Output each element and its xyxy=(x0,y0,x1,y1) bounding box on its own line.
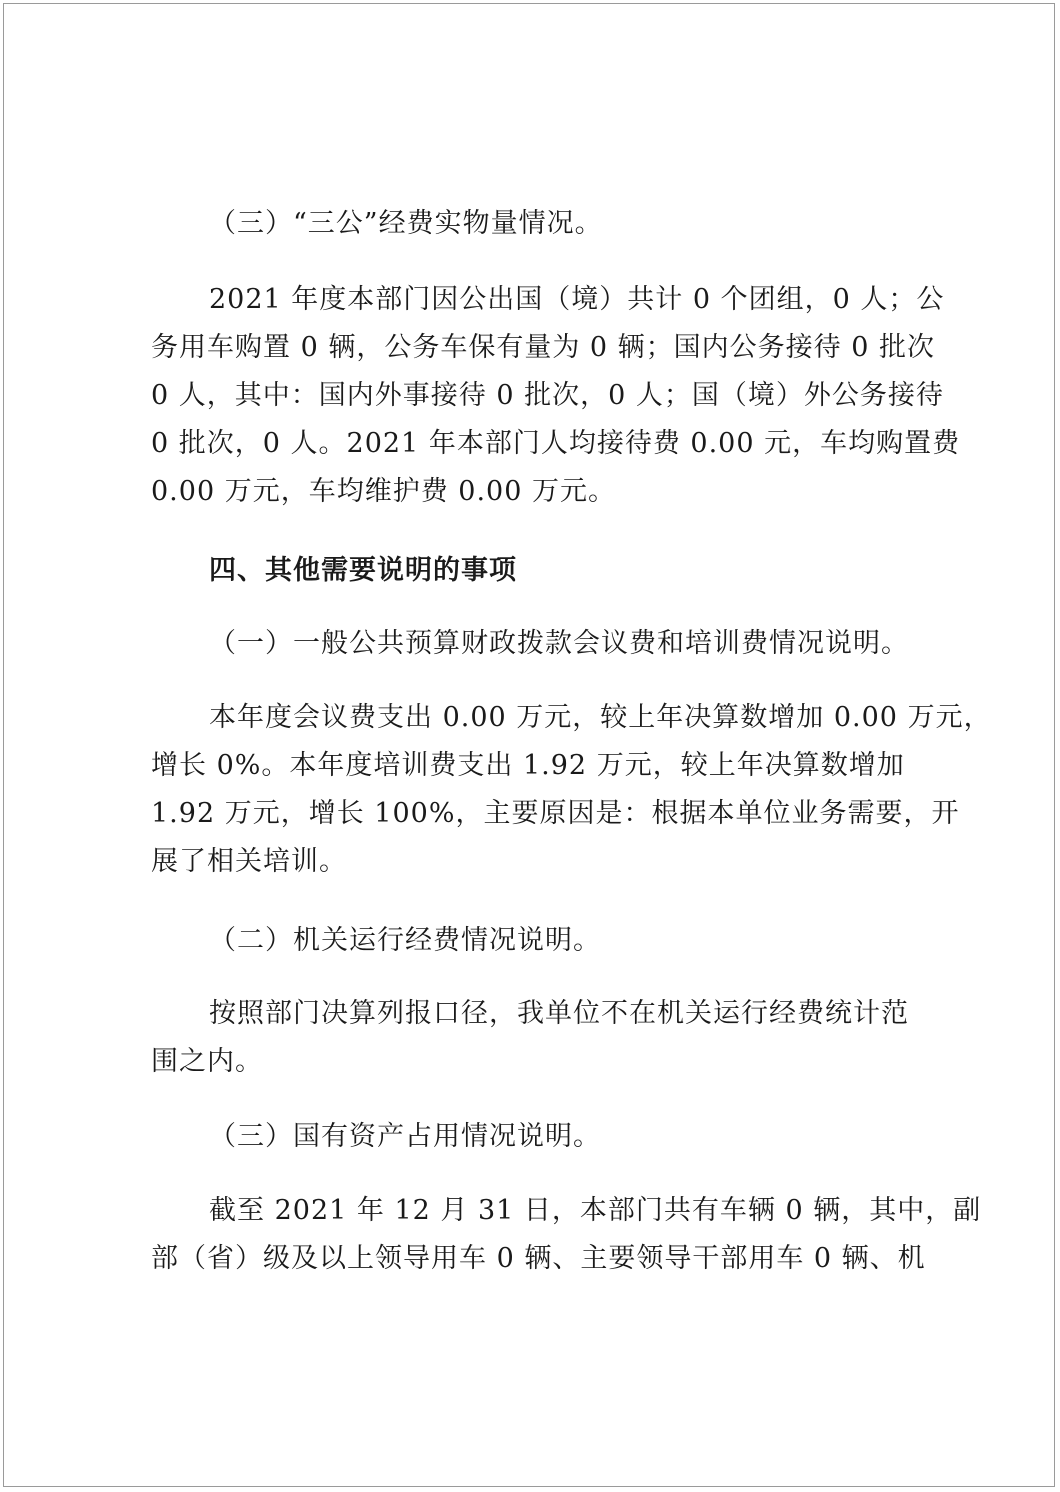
paragraph-line: 0 批次，0 人。2021 年本部门人均接待费 0.00 元，车均购置费 xyxy=(151,428,961,459)
paragraph-line: 务用车购置 0 辆，公务车保有量为 0 辆；国内公务接待 0 批次 xyxy=(151,332,936,363)
paragraph-line: 按照部门决算列报口径，我单位不在机关运行经费统计范 xyxy=(209,998,909,1029)
paragraph-line: 0 人，其中：国内外事接待 0 批次，0 人；国（境）外公务接待 xyxy=(151,380,944,411)
subheading-line: （二）机关运行经费情况说明。 xyxy=(209,925,601,956)
section-heading: 四、其他需要说明的事项 xyxy=(209,555,517,586)
other-matters-heading xyxy=(151,547,946,595)
state-assets-heading xyxy=(151,1113,946,1161)
document-page xyxy=(3,3,1055,1487)
operating-expenses-paragraph xyxy=(151,990,946,1086)
paragraph-line: 0.00 万元，车均维护费 0.00 万元。 xyxy=(151,476,616,507)
paragraph-line: 1.92 万元，增长 100%，主要原因是：根据本单位业务需要，开 xyxy=(151,798,960,829)
subheading-line: （三）国有资产占用情况说明。 xyxy=(209,1121,601,1152)
paragraph-line: 围之内。 xyxy=(151,1046,263,1077)
subheading-line: （三）“三公”经费实物量情况。 xyxy=(209,208,603,239)
meeting-training-heading xyxy=(151,620,946,668)
state-assets-paragraph xyxy=(151,1187,982,1283)
paragraph-line: 增长 0%。本年度培训费支出 1.92 万元，较上年决算数增加 xyxy=(151,750,905,781)
paragraph-line: 截至 2021 年 12 月 31 日，本部门共有车辆 0 辆，其中，副 xyxy=(209,1195,982,1226)
three-public-physical-paragraph xyxy=(151,276,961,516)
paragraph-line: 本年度会议费支出 0.00 万元，较上年决算数增加 0.00 万元， xyxy=(209,702,992,733)
paragraph-line: 展了相关培训。 xyxy=(151,846,347,877)
paragraph-line: 2021 年度本部门因公出国（境）共计 0 个团组，0 人；公 xyxy=(209,284,945,315)
operating-expenses-heading xyxy=(151,917,946,965)
meeting-training-paragraph xyxy=(151,694,992,886)
paragraph-line: 部（省）级及以上领导用车 0 辆、主要领导干部用车 0 辆、机 xyxy=(151,1243,926,1274)
subheading-line: （一）一般公共预算财政拨款会议费和培训费情况说明。 xyxy=(209,628,909,659)
three-public-physical-heading xyxy=(151,200,946,248)
